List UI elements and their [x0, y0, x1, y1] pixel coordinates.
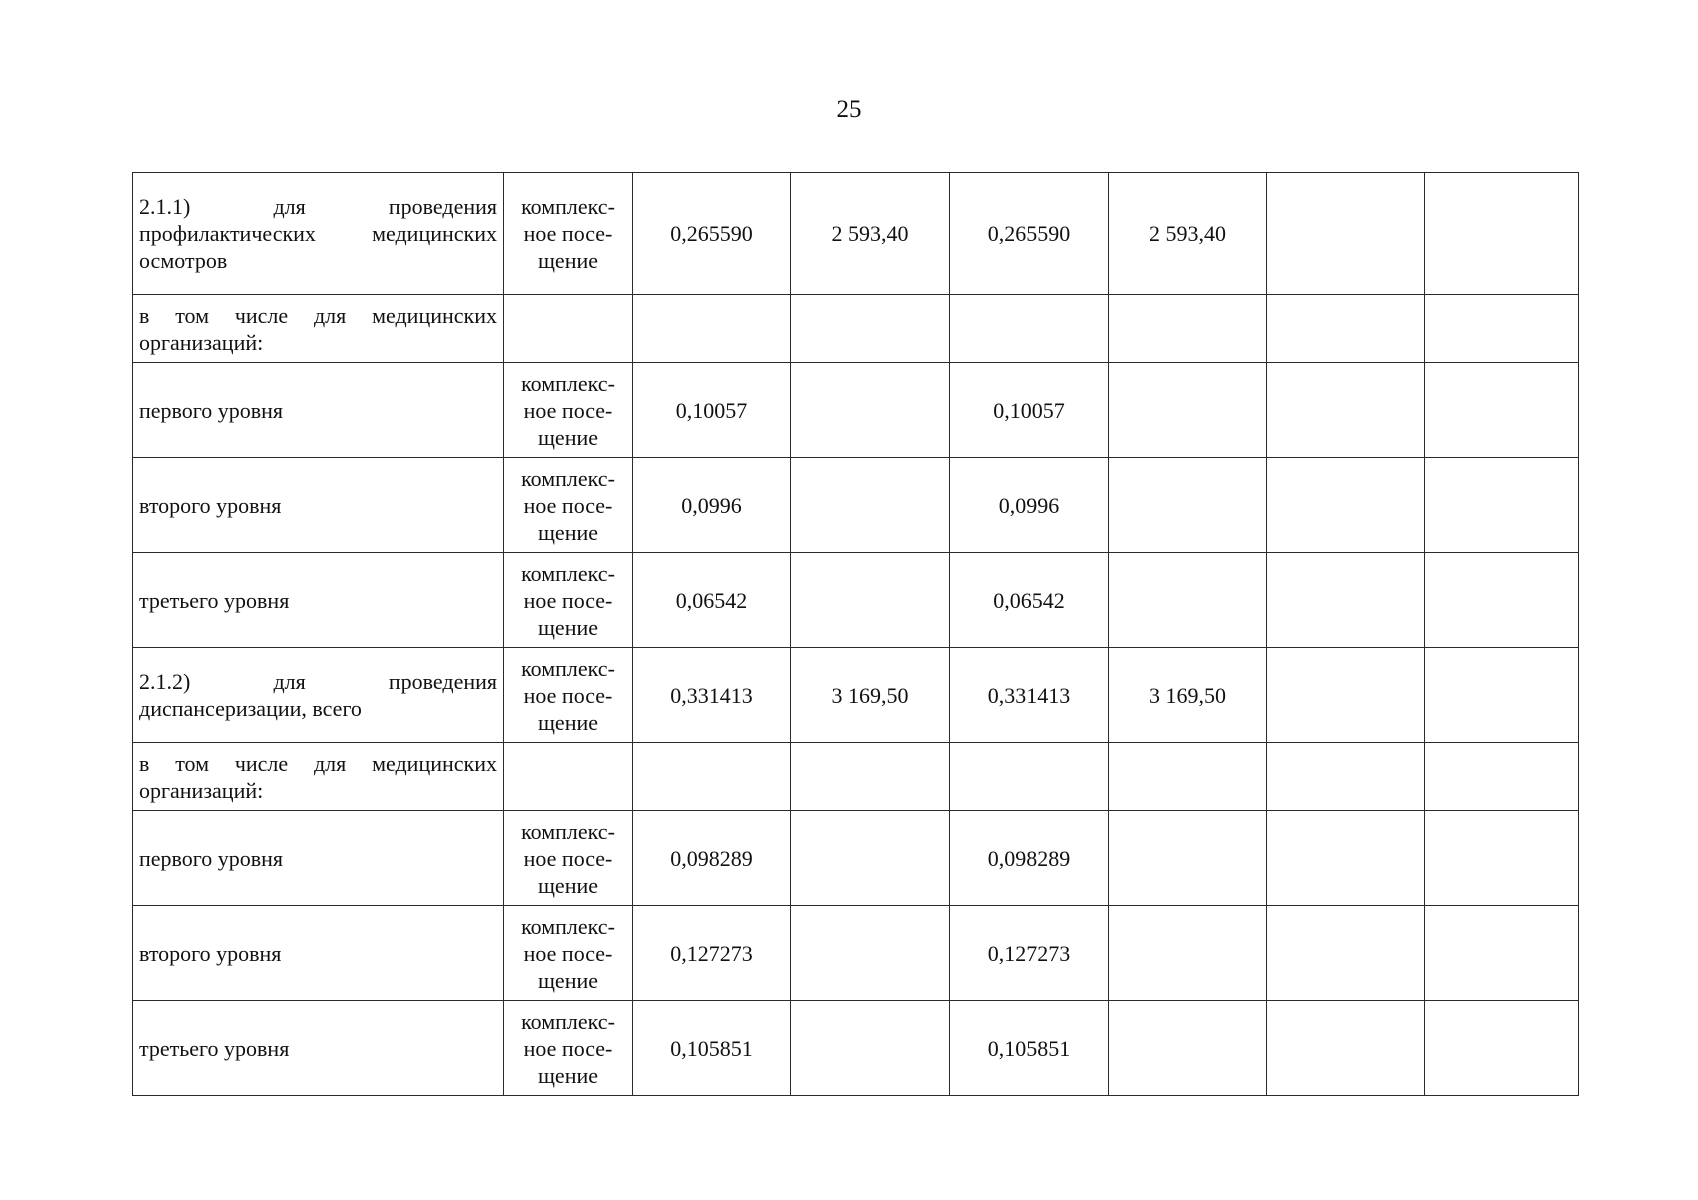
table-row — [133, 363, 1579, 458]
table-row — [133, 173, 1579, 295]
value-cell — [1425, 295, 1579, 363]
table-row — [133, 811, 1579, 906]
value-cell — [1425, 743, 1579, 811]
value-cell: 0,10057 — [950, 363, 1109, 458]
value-cell — [1109, 906, 1267, 1001]
unit-cell: комплекс-ное посе-щение — [504, 811, 633, 906]
value-cell — [1109, 295, 1267, 363]
value-cell — [1267, 648, 1425, 743]
table-row — [133, 1001, 1579, 1096]
value-cell: 0,0996 — [950, 458, 1109, 553]
value-cell — [1267, 811, 1425, 906]
value-cell: 0,127273 — [950, 906, 1109, 1001]
table-row — [133, 906, 1579, 1001]
value-cell — [950, 743, 1109, 811]
table-row — [133, 743, 1579, 811]
value-cell: 0,06542 — [633, 553, 791, 648]
value-cell — [1109, 363, 1267, 458]
value-cell: 0,265590 — [950, 173, 1109, 295]
unit-cell: комплекс-ное посе-щение — [504, 553, 633, 648]
unit-cell: комплекс-ное посе-щение — [504, 648, 633, 743]
table-row — [133, 648, 1579, 743]
value-cell — [1109, 811, 1267, 906]
value-cell — [1109, 1001, 1267, 1096]
table-row — [133, 295, 1579, 363]
value-cell: 3 169,50 — [791, 648, 950, 743]
row-name-cell: первого уровня — [133, 811, 504, 906]
row-name-cell: второго уровня — [133, 906, 504, 1001]
volume-norms-table — [132, 172, 1579, 1096]
value-cell — [1425, 906, 1579, 1001]
value-cell: 0,10057 — [633, 363, 791, 458]
value-cell — [791, 295, 950, 363]
value-cell — [1425, 458, 1579, 553]
table-row — [133, 553, 1579, 648]
unit-cell: комплекс-ное посе-щение — [504, 173, 633, 295]
value-cell — [1425, 1001, 1579, 1096]
row-name-cell: первого уровня — [133, 363, 504, 458]
value-cell: 0,098289 — [633, 811, 791, 906]
value-cell — [1109, 458, 1267, 553]
value-cell — [1267, 1001, 1425, 1096]
value-cell — [1267, 553, 1425, 648]
value-cell — [633, 295, 791, 363]
value-cell — [1425, 648, 1579, 743]
value-cell — [791, 743, 950, 811]
value-cell — [1425, 363, 1579, 458]
value-cell: 0,06542 — [950, 553, 1109, 648]
row-name-cell: 2.1.2) для проведения диспансеризации, всего — [133, 648, 504, 743]
value-cell — [791, 1001, 950, 1096]
value-cell: 3 169,50 — [1109, 648, 1267, 743]
value-cell: 0,127273 — [633, 906, 791, 1001]
value-cell — [1109, 743, 1267, 811]
row-name-cell: третьего уровня — [133, 553, 504, 648]
value-cell — [1425, 173, 1579, 295]
value-cell — [633, 743, 791, 811]
value-cell — [1425, 811, 1579, 906]
value-cell: 0,331413 — [633, 648, 791, 743]
value-cell — [791, 811, 950, 906]
value-cell — [791, 363, 950, 458]
table-row — [133, 458, 1579, 553]
value-cell — [791, 906, 950, 1001]
value-cell — [1109, 553, 1267, 648]
row-name-cell: в том числе для медицинских организаций: — [133, 295, 504, 363]
value-cell — [1267, 906, 1425, 1001]
value-cell: 0,331413 — [950, 648, 1109, 743]
row-name-cell: в том числе для медицинских организаций: — [133, 743, 504, 811]
value-cell — [1267, 173, 1425, 295]
unit-cell: комплекс-ное посе-щение — [504, 363, 633, 458]
row-name-cell: третьего уровня — [133, 1001, 504, 1096]
value-cell: 0,265590 — [633, 173, 791, 295]
unit-cell — [504, 743, 633, 811]
value-cell — [1425, 553, 1579, 648]
value-cell — [791, 458, 950, 553]
value-cell: 2 593,40 — [791, 173, 950, 295]
value-cell: 0,105851 — [950, 1001, 1109, 1096]
value-cell: 0,098289 — [950, 811, 1109, 906]
unit-cell — [504, 295, 633, 363]
row-name-cell: второго уровня — [133, 458, 504, 553]
value-cell — [1267, 295, 1425, 363]
page-number: 25 — [836, 96, 862, 123]
value-cell: 0,105851 — [633, 1001, 791, 1096]
row-name-cell: 2.1.1) для проведения профилактических медицинских осмотров — [133, 173, 504, 295]
value-cell — [1267, 363, 1425, 458]
value-cell — [791, 553, 950, 648]
unit-cell: комплекс-ное посе-щение — [504, 906, 633, 1001]
unit-cell: комплекс-ное посе-щение — [504, 1001, 633, 1096]
value-cell — [1267, 458, 1425, 553]
value-cell: 2 593,40 — [1109, 173, 1267, 295]
unit-cell: комплекс-ное посе-щение — [504, 458, 633, 553]
value-cell: 0,0996 — [633, 458, 791, 553]
value-cell — [1267, 743, 1425, 811]
value-cell — [950, 295, 1109, 363]
